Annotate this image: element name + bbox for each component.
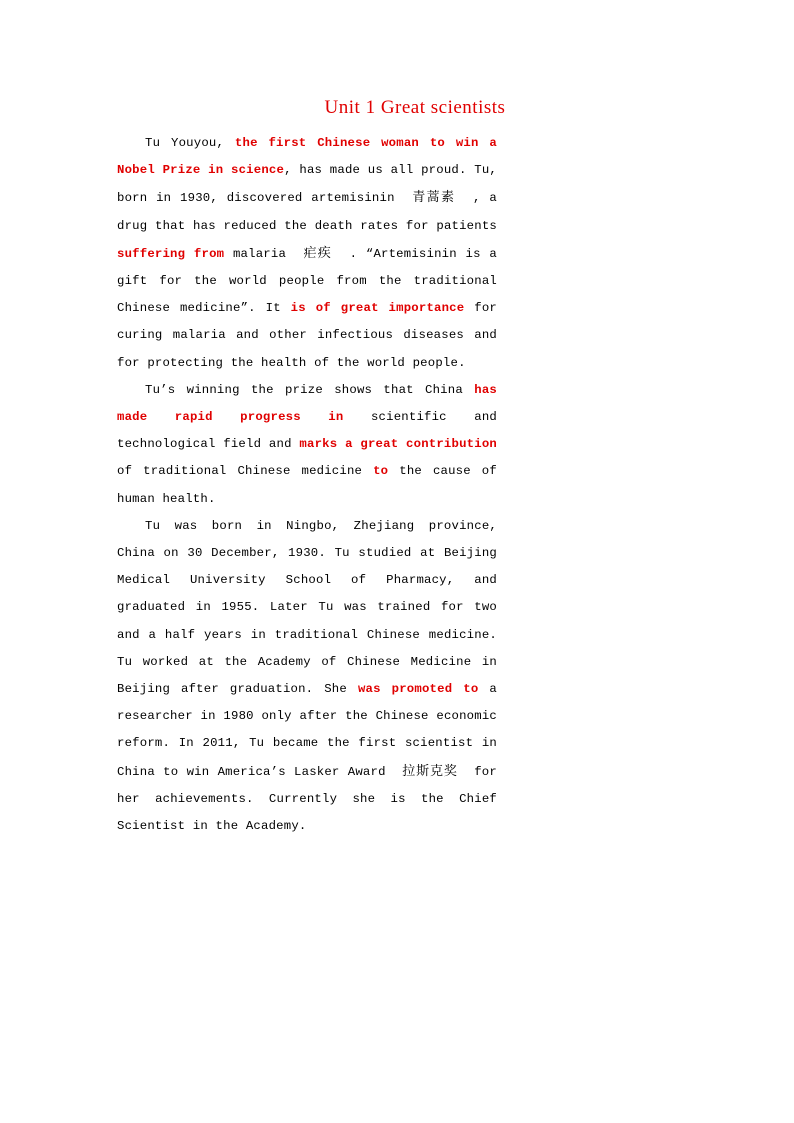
text: for her achievements. Currently she is the Chief Scientist in the Academy. — [117, 764, 497, 834]
key-phrase: has made rapid progress in — [117, 382, 497, 425]
key-phrase: the first Chinese woman to win a Nobel Prize in science — [117, 136, 497, 178]
text: for curing malaria and other infectious diseases and for protecting the health of the world people. — [117, 301, 497, 370]
key-phrase: is of great importance — [290, 301, 465, 316]
chinese-gloss: 拉斯克奖 — [402, 763, 458, 779]
article-body — [117, 130, 497, 840]
text: Tu’s winning the prize shows that China — [145, 382, 463, 397]
paragraph-2 — [117, 377, 497, 513]
text: a researcher in 1980 only after the Chinese economic reform. In 2011, Tu became the first scientist in China to win America’s Lasker Award — [117, 682, 497, 779]
key-phrase: was promoted to — [357, 682, 479, 697]
paragraph-3 — [117, 513, 497, 840]
paragraph-1 — [117, 130, 497, 377]
text: , a drug that has reduced the death rates for patients — [117, 191, 497, 233]
key-phrase: to — [373, 464, 389, 479]
text: scientific and technological field and — [117, 410, 497, 452]
chinese-gloss: 青蒿素 — [412, 190, 456, 206]
chinese-gloss: 疟疾 — [303, 245, 333, 261]
text: . “Artemisinin is a gift for the world people from the traditional Chinese medicine”. It — [117, 246, 497, 316]
key-phrase: suffering from — [117, 246, 225, 261]
page-title: Unit 1 Great scientists — [324, 97, 506, 118]
text: , has made us all proud. Tu, born in 1930, discovered artemisinin — [117, 163, 497, 206]
key-phrase: marks a great contribution — [299, 437, 497, 452]
text: malaria — [232, 246, 287, 261]
text: Tu was born in Ningbo, Zhejiang province, China on 30 December, 1930. Tu studied at Beijing Medical University School of Pharmacy, and graduated in 1955. Later Tu was trained for two and a half years in traditional Chinese medicine. Tu worked at the Academy of Chinese Medicine in Beijing after graduation. She — [117, 518, 497, 697]
text: Tu Youyou, — [145, 136, 225, 150]
text: of traditional Chinese medicine — [117, 464, 363, 479]
text: the cause of human health. — [117, 464, 497, 506]
